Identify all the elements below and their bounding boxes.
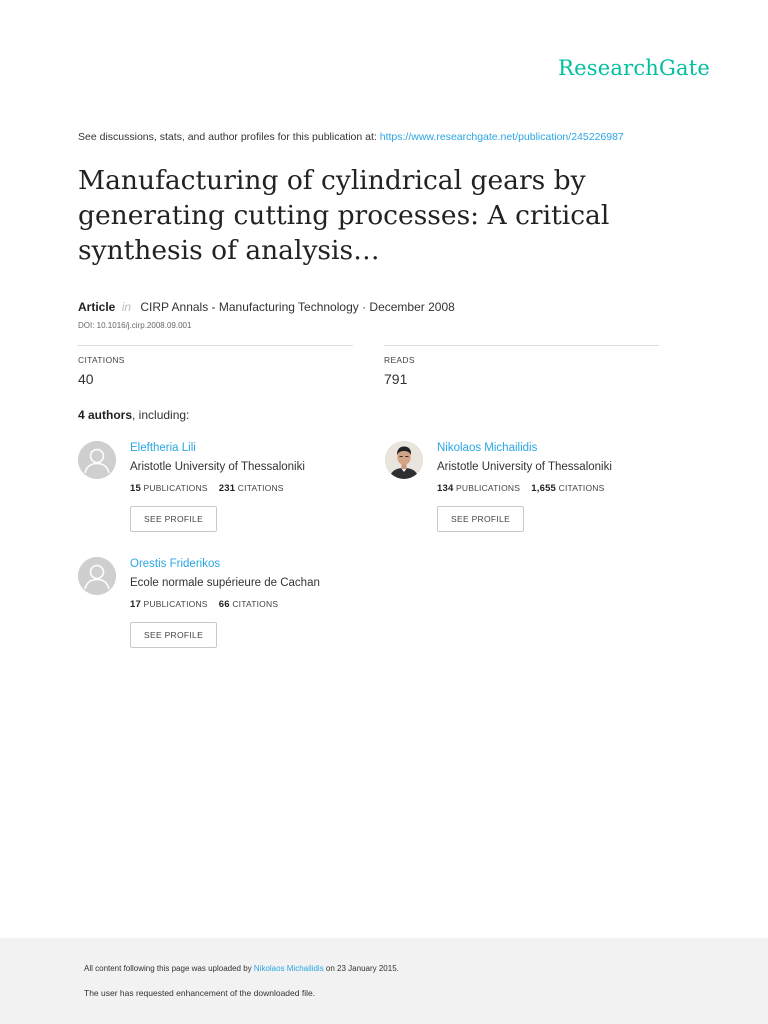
- publications-count: 17: [130, 599, 141, 610]
- citations-label: CITATIONS: [558, 483, 605, 493]
- authors-heading: [78, 408, 189, 422]
- enhancement-note: The user has requested enhancement of the downloaded file.: [84, 988, 316, 998]
- default-avatar-icon[interactable]: [78, 441, 116, 479]
- author-institution: Ecole normale supérieure de Cachan: [130, 577, 320, 589]
- publications-label: PUBLICATIONS: [143, 599, 208, 609]
- author-name[interactable]: Orestis Friderikos: [130, 558, 221, 570]
- citations-stat: [78, 345, 353, 387]
- reads-stat: [384, 345, 659, 387]
- author-counts: [437, 483, 687, 494]
- authors-suffix: , including:: [132, 408, 190, 422]
- publication-title: Manufacturing of cylindrical gears by generating cutting processes: A critical synthesis of analysis…: [78, 165, 610, 266]
- authors-count: 4 authors: [78, 408, 133, 422]
- upload-prefix: All content following this page was uploaded by: [84, 964, 254, 973]
- in-label: in: [121, 300, 132, 314]
- author-counts: [130, 599, 380, 610]
- author-name[interactable]: Nikolaos Michailidis: [437, 442, 538, 454]
- publication-type: Article: [78, 300, 116, 314]
- citations-label: CITATIONS: [232, 599, 279, 609]
- citations-count: 1,655: [531, 483, 557, 494]
- doi: DOI: 10.1016/j.cirp.2008.09.001: [78, 321, 192, 330]
- author-photo-avatar[interactable]: [385, 441, 423, 479]
- author-institution: Aristotle University of Thessaloniki: [130, 461, 305, 473]
- author-counts: [130, 483, 380, 494]
- citations-count: 66: [218, 599, 230, 610]
- author-name[interactable]: Eleftheria Lili: [130, 442, 196, 454]
- reads-value: 791: [384, 371, 408, 387]
- citations-count: 231: [218, 483, 236, 494]
- default-avatar-icon[interactable]: [78, 557, 116, 595]
- citations-label: CITATIONS: [237, 483, 284, 493]
- citations-label: CITATIONS: [78, 355, 125, 365]
- discussions-line: [78, 131, 624, 143]
- uploader-link[interactable]: Nikolaos Michailidis: [253, 964, 324, 973]
- publication-link[interactable]: https://www.researchgate.net/publication/245226987: [379, 131, 624, 143]
- citations-value: 40: [78, 371, 94, 387]
- author-institution: Aristotle University of Thessaloniki: [437, 461, 612, 473]
- journal-info[interactable]: CIRP Annals - Manufacturing Technology · December 2008: [140, 300, 455, 314]
- publications-label: PUBLICATIONS: [143, 483, 208, 493]
- discussions-text: See discussions, stats, and author profiles for this publication at:: [78, 131, 380, 143]
- upload-suffix: on 23 January 2015.: [323, 964, 399, 973]
- researchgate-logo[interactable]: ResearchGate: [558, 56, 710, 80]
- see-profile-button[interactable]: SEE PROFILE: [437, 506, 524, 532]
- see-profile-button[interactable]: SEE PROFILE: [130, 506, 217, 532]
- publication-meta: [78, 300, 455, 314]
- upload-note: [84, 964, 399, 973]
- see-profile-button[interactable]: SEE PROFILE: [130, 622, 217, 648]
- footer: [0, 938, 768, 1024]
- publications-count: 15: [130, 483, 141, 494]
- publications-label: PUBLICATIONS: [456, 483, 521, 493]
- reads-label: READS: [384, 355, 415, 365]
- publications-count: 134: [437, 483, 454, 494]
